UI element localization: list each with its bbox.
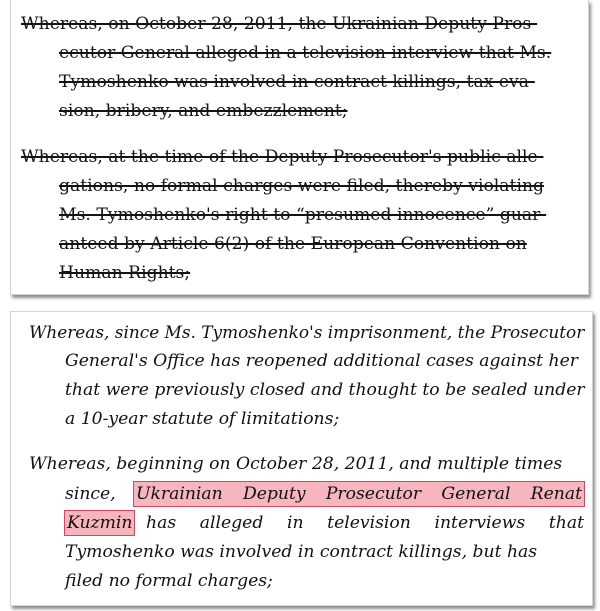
text-line: filed no formal charges;: [65, 571, 273, 591]
text-line: [65, 482, 584, 506]
text-line: General's Office has reopened additional cases against her: [65, 351, 578, 371]
text-line: a 10-year statute of limitations;: [65, 409, 340, 429]
text-line: Tymoshenko was involved in contract killings, but has: [65, 542, 538, 562]
highlighted-name: Kuzmin: [67, 513, 133, 533]
text-fragment: has alleged in television interviews that: [146, 513, 584, 533]
text-line: Ms. Tymoshenko's right to “presumed innocence” guar-: [59, 205, 547, 225]
text-line: ecutor General alleged in a television interview that Ms.: [59, 43, 552, 63]
text-line: gations, no formal charges were filed, thereby violating: [59, 176, 545, 196]
text-line: Whereas, since Ms. Tymoshenko's imprisonment, the Prosecutor: [29, 322, 585, 342]
text-line: Tymoshenko was involved in contract killings, tax eva-: [59, 72, 535, 92]
text-line: Whereas, on October 28, 2011, the Ukrainian Deputy Pros-: [21, 14, 538, 34]
text-line: that were previously closed and thought to be sealed under: [65, 380, 585, 400]
revised-text-panel: [10, 311, 593, 606]
text-line: sion, bribery, and embezzlement;: [59, 101, 348, 121]
original-text-panel: [10, 0, 589, 295]
text-line: anteed by Article 6(2) of the European Convention on: [59, 234, 527, 254]
text-line: Whereas, beginning on October 28, 2011, and multiple times: [29, 454, 563, 474]
text-line: [65, 511, 584, 535]
highlighted-name: Ukrainian Deputy Prosecutor General Renat: [136, 484, 582, 504]
text-fragment: since,: [65, 484, 116, 504]
text-line: Human Rights;: [59, 263, 191, 283]
text-line: Whereas, at the time of the Deputy Prosecutor's public alle-: [21, 147, 544, 167]
